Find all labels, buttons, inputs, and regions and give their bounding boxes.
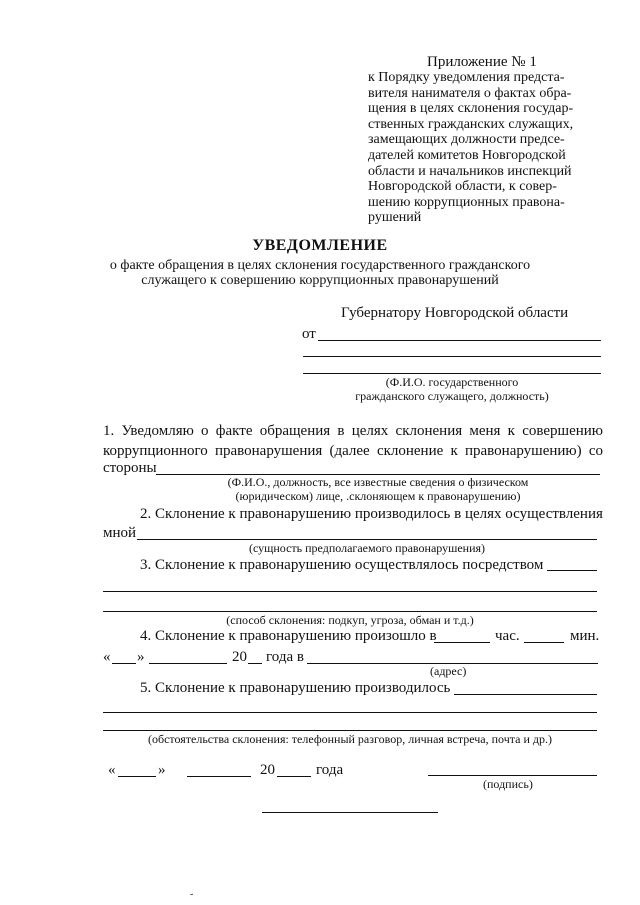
item4-quote-close: » bbox=[137, 649, 145, 665]
appendix-line: вителя нанимателя о фактах обра- bbox=[368, 85, 572, 101]
appendix-line: ственных гражданских служащих, bbox=[368, 116, 574, 132]
item3-caption: (способ склонения: подкуп, угроза, обман и т.д.) bbox=[226, 613, 474, 627]
item5-caption: (обстоятельства склонения: телефонный разговор, личная встреча, почта и др.) bbox=[147, 732, 553, 746]
item4-quote-open: « bbox=[103, 649, 111, 665]
item4-month-line[interactable] bbox=[149, 663, 227, 664]
item4-day-line[interactable] bbox=[112, 663, 136, 664]
appendix-line: Новгородской области, к совер- bbox=[368, 179, 557, 195]
from-caption-line: (Ф.И.О. государственного bbox=[385, 375, 519, 389]
item2-line1: 2. Склонение к правонарушению производилось в целях осуществления bbox=[140, 506, 603, 522]
appendix-line: области и начальников инспекций bbox=[368, 163, 572, 179]
signature-month-line[interactable] bbox=[187, 776, 251, 777]
bottom-separator-line bbox=[262, 812, 438, 813]
item1-line1: 1. Уведомляю о факте обращения в целях склонения меня к совершению bbox=[103, 423, 603, 439]
item5-fill-line-3[interactable] bbox=[103, 730, 597, 731]
signature-year-suffix: года bbox=[316, 762, 344, 778]
item4-hours-label: час. bbox=[495, 628, 520, 644]
signature-year-line[interactable] bbox=[277, 776, 311, 777]
signature-quote-close: » bbox=[158, 762, 166, 778]
from-name-line[interactable] bbox=[318, 340, 601, 341]
item1-caption-line: (юридическом) лице, .склоняющем к правонарушению) bbox=[235, 489, 521, 503]
item3-fill-short[interactable] bbox=[547, 570, 597, 571]
document-title: УВЕДОМЛЕНИЕ bbox=[252, 237, 388, 254]
item4-text: 4. Склонение к правонарушению произошло в bbox=[140, 628, 437, 644]
signature-line[interactable] bbox=[428, 775, 597, 776]
item1-line3: стороны bbox=[103, 460, 157, 476]
item2-line2: мной bbox=[103, 525, 137, 541]
appendix-line: замещающих должности предсе- bbox=[368, 132, 565, 148]
signature-caption: (подпись) bbox=[483, 777, 533, 791]
from-line-2[interactable] bbox=[303, 356, 601, 357]
item1-caption bbox=[156, 475, 600, 503]
addressee: Губернатору Новгородской области bbox=[341, 305, 569, 321]
item4-year-prefix: 20 bbox=[232, 649, 247, 665]
item3-fill-line-3[interactable] bbox=[103, 611, 597, 612]
subtitle-line: служащего к совершению коррупционных правонарушений bbox=[141, 273, 499, 288]
signature-day-line[interactable] bbox=[118, 776, 156, 777]
subtitle-line: о факте обращения в целях склонения государственного гражданского bbox=[109, 258, 531, 273]
item4-minutes-label: мин. bbox=[570, 628, 600, 644]
item2-fill-line[interactable] bbox=[137, 539, 597, 540]
item1-caption-line: (Ф.И.О., должность, все известные сведения о физическом bbox=[227, 475, 529, 489]
item2-caption: (сущность предполагаемого правонарушения) bbox=[248, 541, 486, 555]
item4-caption: (адрес) bbox=[430, 664, 467, 678]
from-label: от bbox=[302, 326, 316, 342]
appendix-line: рушений bbox=[368, 210, 422, 226]
document-subtitle bbox=[0, 258, 640, 288]
signature-year-prefix: 20 bbox=[260, 762, 275, 778]
item4-hours-line[interactable] bbox=[434, 642, 490, 643]
item4-year-suffix: года в bbox=[266, 649, 304, 665]
footer-mark: ˘ bbox=[190, 893, 194, 904]
appendix-line: шению коррупционных правона- bbox=[368, 194, 565, 210]
item4-year-line[interactable] bbox=[248, 663, 262, 664]
from-line-3[interactable] bbox=[303, 373, 601, 374]
item3-fill-line-2[interactable] bbox=[103, 591, 597, 592]
from-caption-line: гражданского служащего, должность) bbox=[355, 389, 549, 403]
signature-quote-open: « bbox=[108, 762, 116, 778]
appendix-line: к Порядку уведомления предста- bbox=[368, 70, 565, 85]
item5-fill-line-2[interactable] bbox=[103, 712, 597, 713]
item1-line2: коррупционного правонарушения (далее склонение к правонарушению) со bbox=[103, 443, 603, 459]
appendix-line: дателей комитетов Новгородской bbox=[368, 147, 566, 163]
appendix-text bbox=[368, 70, 598, 226]
item4-minutes-line[interactable] bbox=[524, 642, 564, 643]
item5-fill-short[interactable] bbox=[454, 694, 597, 695]
item5-line1: 5. Склонение к правонарушению производилось bbox=[140, 680, 451, 696]
from-caption bbox=[303, 375, 601, 403]
appendix-line: щения в целях склонения государ- bbox=[368, 101, 574, 117]
appendix-number: Приложение № 1 bbox=[427, 54, 537, 70]
item3-line1: 3. Склонение к правонарушению осуществлялось посредством bbox=[140, 557, 544, 573]
